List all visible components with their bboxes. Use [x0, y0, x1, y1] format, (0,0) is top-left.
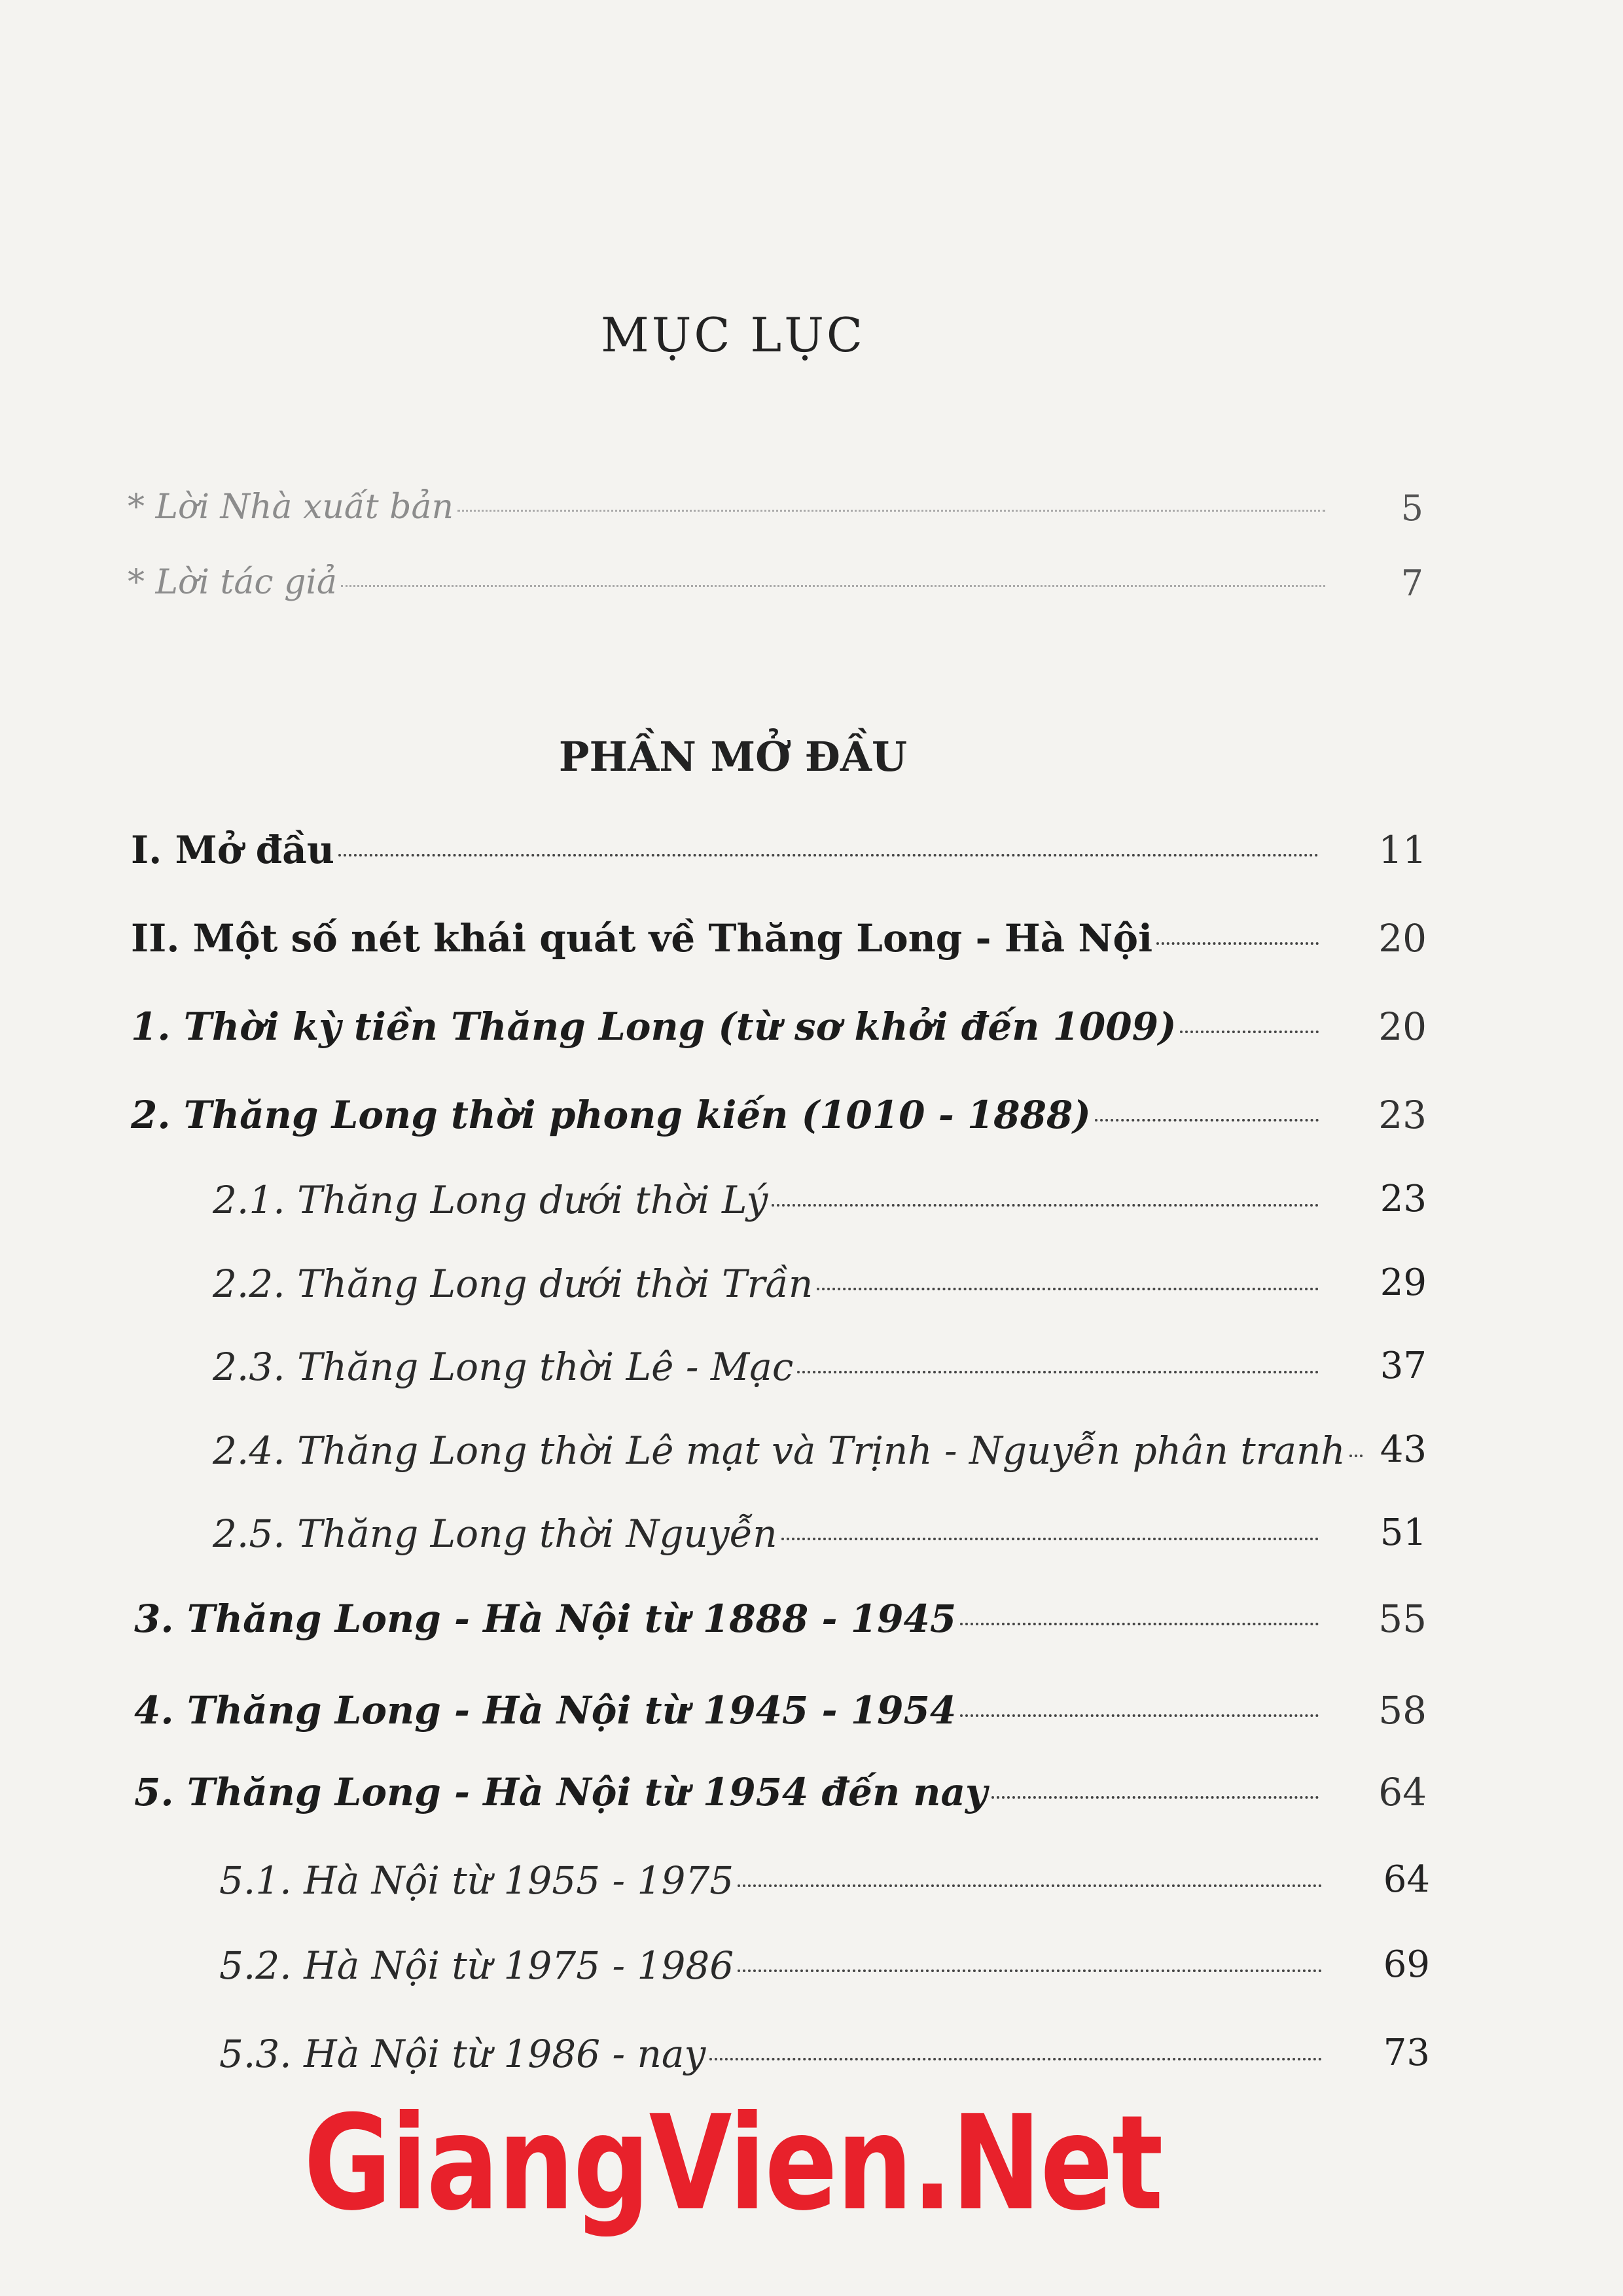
toc-entry-label: * Lời tác giả: [128, 563, 337, 602]
toc-entry[interactable]: [213, 1428, 1427, 1487]
toc-entry-page: 55: [1378, 1597, 1427, 1641]
toc-entry-label: * Lời Nhà xuất bản: [128, 487, 454, 527]
toc-entry[interactable]: [131, 1093, 1427, 1152]
toc-entry[interactable]: [213, 1262, 1427, 1320]
toc-entry-label: 5. Thăng Long - Hà Nội từ 1954 đến nay: [134, 1770, 988, 1814]
toc-entry-label: 4. Thăng Long - Hà Nội từ 1945 - 1954: [134, 1688, 957, 1733]
toc-leader-dots: [1095, 1119, 1319, 1122]
toc-entry[interactable]: [213, 1511, 1427, 1570]
toc-entry[interactable]: [131, 916, 1427, 975]
toc-leader-dots: [709, 2058, 1322, 2060]
toc-leader-dots: [960, 1714, 1319, 1717]
toc-leader-dots: [457, 510, 1325, 512]
toc-entry-page: 37: [1380, 1345, 1427, 1387]
toc-entry-label: 2.5. Thăng Long thời Nguyễn: [213, 1511, 777, 1556]
toc-entry[interactable]: [134, 1597, 1427, 1655]
toc-entry-page: 51: [1380, 1511, 1427, 1554]
toc-entry[interactable]: [219, 2032, 1430, 2091]
toc-entry-label: 2.1. Thăng Long dưới thời Lý: [213, 1178, 768, 1222]
section-title: PHẦN MỞ ĐẦU: [558, 733, 908, 781]
toc-leader-dots: [817, 1288, 1319, 1290]
toc-entry-page: 64: [1378, 1770, 1427, 1814]
toc-entry[interactable]: [134, 1770, 1427, 1829]
toc-entry[interactable]: [219, 1943, 1430, 2002]
toc-leader-dots: [338, 854, 1319, 857]
toc-leader-dots: [781, 1538, 1319, 1540]
toc-leader-dots: [738, 1884, 1322, 1887]
toc-entry-page: 58: [1378, 1688, 1427, 1733]
toc-entry-page: 20: [1378, 1004, 1427, 1049]
toc-entry-page: 11: [1378, 828, 1427, 872]
toc-entry-label: 2.3. Thăng Long thời Lê - Mạc: [213, 1345, 794, 1389]
toc-entry[interactable]: [128, 487, 1423, 546]
toc-entry-label: 2.4. Thăng Long thời Lê mạt và Trịnh - Nguyễn phân tranh: [213, 1428, 1346, 1473]
toc-entry-label: 3. Thăng Long - Hà Nội từ 1888 - 1945: [134, 1597, 957, 1641]
toc-entry-page: 69: [1383, 1943, 1430, 1986]
toc-entry-page: 23: [1378, 1093, 1427, 1137]
toc-entry[interactable]: [131, 828, 1427, 887]
toc-entry[interactable]: [219, 1858, 1430, 1917]
toc-leader-dots: [960, 1623, 1319, 1625]
toc-entry-page: 20: [1378, 916, 1427, 961]
toc-leader-dots: [341, 585, 1325, 587]
toc-entry-page: 23: [1380, 1178, 1427, 1220]
toc-leader-dots: [991, 1796, 1319, 1799]
toc-entry-page: 29: [1380, 1262, 1427, 1304]
toc-entry[interactable]: [213, 1345, 1427, 1404]
toc-entry-label: 1. Thời kỳ tiền Thăng Long (từ sơ khởi đến 1009): [131, 1004, 1177, 1049]
toc-leader-dots: [1180, 1031, 1319, 1033]
toc-entry[interactable]: [131, 1004, 1427, 1063]
watermark: GiangVien.Net: [304, 2087, 1162, 2240]
toc-entry-page: 5: [1400, 487, 1423, 529]
toc-entry-page: 73: [1383, 2032, 1430, 2074]
toc-entry[interactable]: [213, 1178, 1427, 1237]
toc-entry-label: 5.2. Hà Nội từ 1975 - 1986: [219, 1943, 734, 1988]
toc-entry[interactable]: [128, 563, 1423, 622]
toc-entry-page: 64: [1383, 1858, 1430, 1901]
toc-entry-label: I. Mở đầu: [131, 828, 334, 872]
page-title: MỤC LỤC: [601, 308, 865, 362]
toc-entry-page: 43: [1380, 1428, 1427, 1471]
toc-leader-dots: [738, 1969, 1322, 1972]
toc-entry-label: 5.1. Hà Nội từ 1955 - 1975: [219, 1858, 734, 1903]
toc-leader-dots: [1156, 942, 1319, 945]
toc-leader-dots: [797, 1371, 1319, 1373]
toc-entry-page: 7: [1400, 563, 1423, 604]
toc-leader-dots: [772, 1204, 1319, 1207]
toc-entry[interactable]: [134, 1688, 1427, 1747]
toc-entry-label: 2. Thăng Long thời phong kiến (1010 - 1888): [131, 1093, 1091, 1137]
toc-entry-label: II. Một số nét khái quát về Thăng Long - Hà Nội: [131, 916, 1153, 961]
toc-entry-label: 2.2. Thăng Long dưới thời Trần: [213, 1262, 813, 1306]
toc-entry-label: 5.3. Hà Nội từ 1986 - nay: [219, 2032, 706, 2076]
